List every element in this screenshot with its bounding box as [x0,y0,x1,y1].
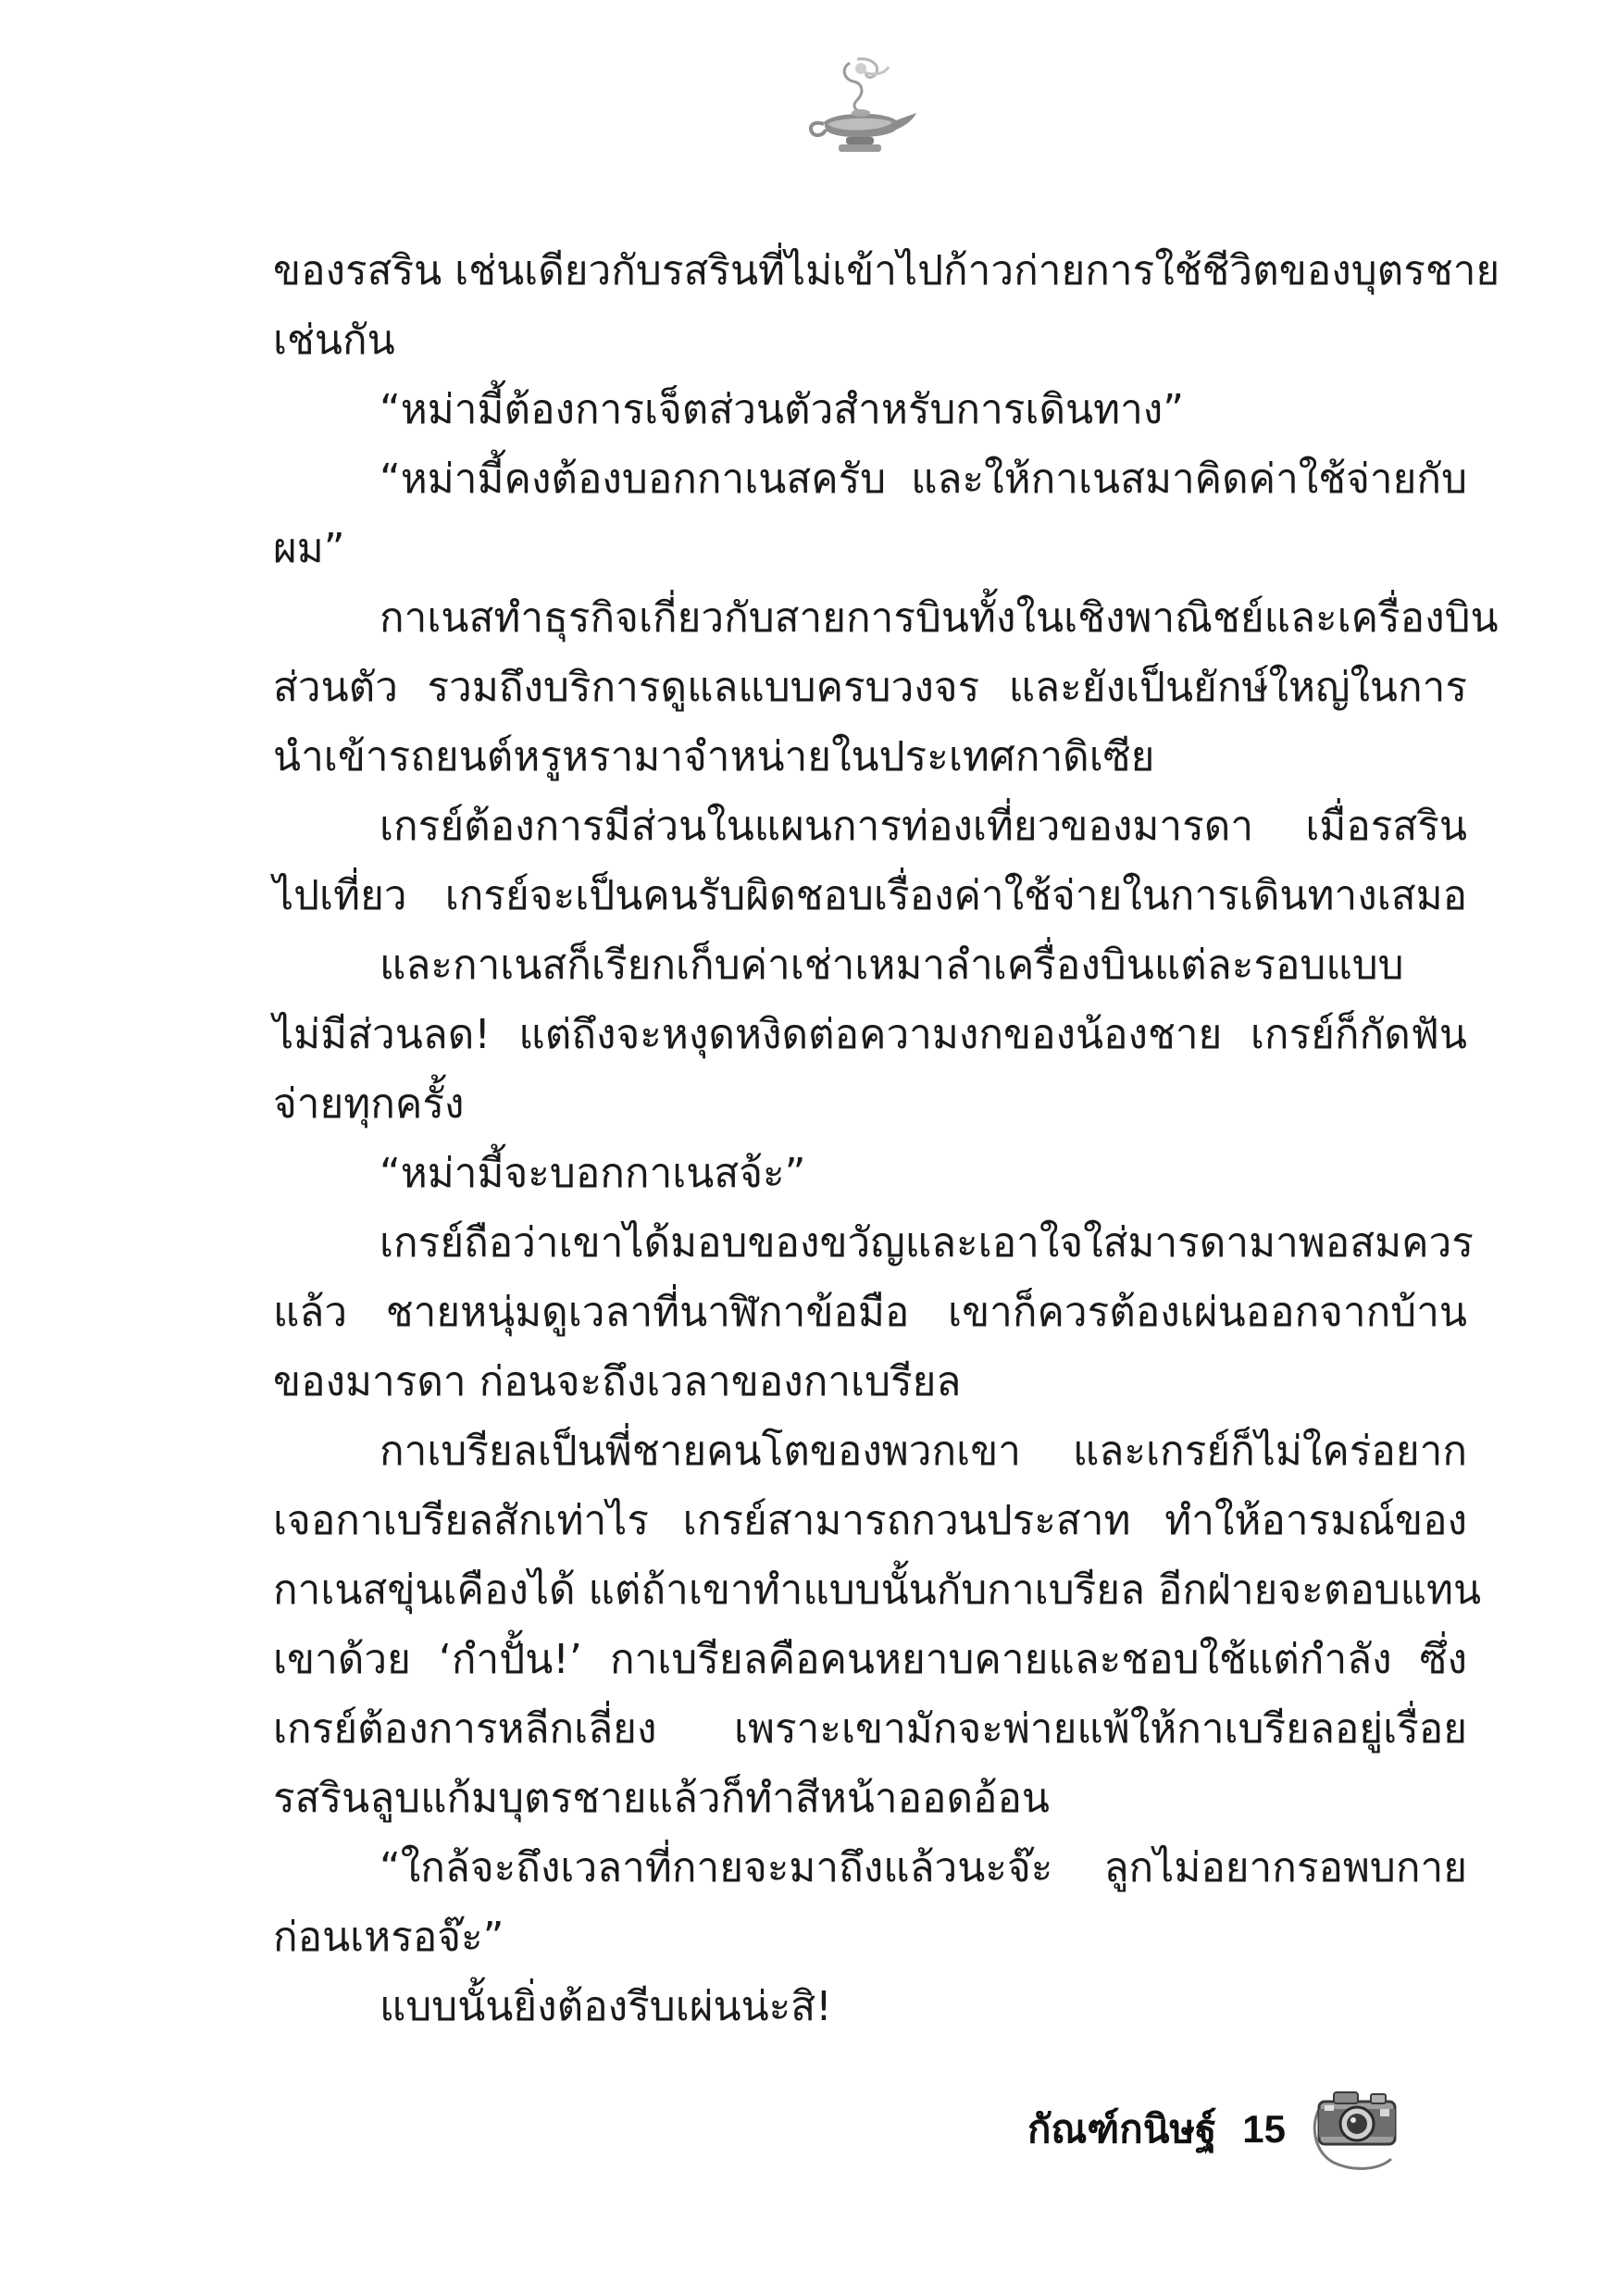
text-line: ส่วนตัว รวมถึงบริการดูแลแบบครบวงจร และยังเป็นยักษ์ใหญ่ในการ [273,664,1467,711]
paragraph-first-line: เกรย์ถือว่าเขาได้มอบของขวัญและเอาใจใส่มารดามาพอสมควร [380,1219,1474,1267]
paragraph-first-line: กาเนสทำธุรกิจเกี่ยวกับสายการบินทั้งในเชิงพาณิชย์และเครื่องบิน [380,594,1499,642]
text-line: เจอกาเบรียลสักเท่าไร เกรย์สามารถกวนประสาท ทำให้อารมณ์ของ [273,1497,1467,1544]
text-line: เขาด้วย ‘กำปั้น!’ กาเบรียลคือคนหยาบคายและชอบใช้แต่กำลัง ซึ่ง [273,1636,1467,1683]
dialogue-line: “หม่ามี้จะบอกกาเนสจ้ะ” [380,1150,806,1197]
text-line: รสรินลูบแก้มบุตรชายแล้วก็ทำสีหน้าออดอ้อน [273,1775,1050,1822]
book-title: กัณฑ์กนิษฐ์ [1027,2106,1217,2152]
text-line: กาเนสขุ่นเคืองได้ แต่ถ้าเขาทำแบบนั้นกับกาเบรียล อีกฝ่ายจะตอบแทน [273,1566,1482,1614]
text-line: ผม” [273,525,345,572]
text-line: เช่นกัน [273,317,395,364]
text-line: จ่ายทุกครั้ง [273,1080,465,1128]
text-line: ก่อนเหรอจ๊ะ” [273,1914,504,1961]
genie-lamp-icon [796,56,926,157]
text-line: ไม่มีส่วนลด! แต่ถึงจะหงุดหงิดต่อความงกของน้องชาย เกรย์ก็กัดฟัน [273,1011,1467,1058]
text-line: นำเข้ารถยนต์หรูหรามาจำหน่ายในประเทศกาดิเซีย [273,733,1155,780]
text-line: ไปเที่ยว เกรย์จะเป็นคนรับผิดชอบเรื่องค่าใช้จ่ายในการเดินทางเสมอ [273,872,1467,919]
dialogue-line: “หม่ามี้คงต้องบอกกาเนสครับ และให้กาเนสมาคิดค่าใช้จ่ายกับ [380,455,1467,503]
dialogue-line: “ใกล้จะถึงเวลาที่กายจะมาถึงแล้วนะจ๊ะ ลูกไม่อยากรอพบกาย [380,1844,1467,1891]
camera-icon [1306,2081,1408,2178]
dialogue-line: “หม่ามี้ต้องการเจ็ตส่วนตัวสำหรับการเดินทาง” [380,386,1185,433]
paragraph-first-line: เกรย์ต้องการมีส่วนในแผนการท่องเที่ยวของมารดา เมื่อรสริน [380,803,1467,850]
page-footer [1027,2078,1518,2180]
text-line: ของรสริน เช่นเดียวกับรสรินที่ไม่เข้าไปก้าวก่ายการใช้ชีวิตของบุตรชาย [273,247,1500,294]
body-text [273,236,1500,2041]
page-number: 15 [1242,2107,1286,2151]
text-line: ของมารดา ก่อนจะถึงเวลาของกาเบรียล [273,1358,962,1405]
text-line: เกรย์ต้องการหลีกเลี่ยง เพราะเขามักจะพ่ายแพ้ให้กาเบรียลอยู่เรื่อย [273,1705,1467,1753]
paragraph-first-line: และกาเนสก็เรียกเก็บค่าเช่าเหมาลำเครื่องบินแต่ละรอบแบบ [380,942,1404,989]
text-line: แล้ว ชายหนุ่มดูเวลาที่นาฬิกาข้อมือ เขาก็ควรต้องเผ่นออกจากบ้าน [273,1289,1467,1336]
paragraph-first-line: กาเบรียลเป็นพี่ชายคนโตของพวกเขา และเกรย์ก็ไม่ใคร่อยาก [380,1428,1467,1475]
paragraph-first-line: แบบนั้นยิ่งต้องรีบเผ่นน่ะสิ! [380,1983,832,2030]
